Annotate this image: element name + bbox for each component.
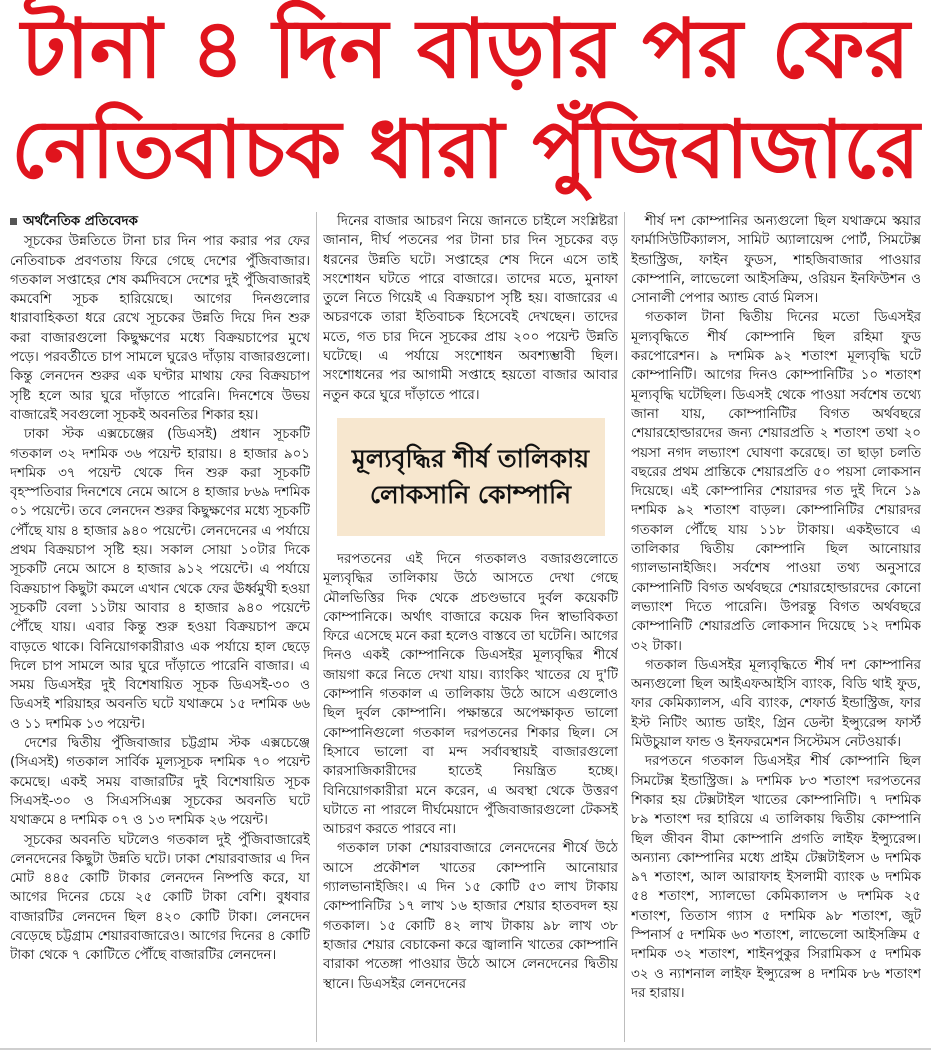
- column-2-bottom: [323, 550, 618, 994]
- paragraph: গতকাল ঢাকা শেয়ারবাজারে লেনদেনের শীর্ষে উঠে আসে প্রকৌশল খাতের কোম্পানি আনোয়ার গ্যালভানাইজিং। এ দিন ১৫ কোটি ৫৩ লাখ টাকায় কোম্পানিটির ১৭ লাখ ১৬ হাজার শেয়ার হাতবদল হয় গতকাল। ১৫ কোটি ৪২ লাখ টাকায় ৯৮ লাখ ৩৮ হাজার শেয়ার বেচাকেনা করে জ্বালানি খাতের কোম্পানি বারাকা পতেঙ্গা পাওয়ার উঠে আসে লেনদেনের দ্বিতীয় স্থানে। ডিএসইর লেনদেনের: [323, 841, 618, 992]
- pull-quote-text: মূল্যবৃদ্ধির শীর্ষ তালিকায় লোকসানি কোম্পানি: [351, 444, 590, 509]
- column-divider: [316, 212, 317, 1042]
- paragraph: শীর্ষ দশ কোম্পানির অন্যগুলো ছিল যথাক্রমে স্কয়ার ফার্মাসিউটিক্যালস, সামিট অ্যালায়েন্স পোর্ট, সিমটেক্স ইন্ডাস্ট্রিজ, ফাইন ফুডস, শাহজিবাজার পাওয়ার কোম্পানি, লাভেলো আইসক্রিম, ওরিয়ন ইনফিউশন ও সোনালী পেপার অ্যান্ড বোর্ড মিলস।: [631, 214, 921, 307]
- headline: [0, 0, 931, 200]
- paragraph: দিনের বাজার আচরণ নিয়ে জানতে চাইলে সংশ্লিষ্টরা জানান, দীর্ঘ পতনের পর টানা চার দিন সূচকের বড় ধরনের উন্নতি ঘটে। সপ্তাহের শেষ দিনে এসে তাই সংশোধন ঘটতে পারে বাজারে। তাদের মতে, মুনাফা তুলে নিতে গিয়েই এ বিক্রয়চাপ সৃষ্টি হয়। বাজারের এ অচরণকে তারা ইতিবাচক হিসেবেই দেখছেন। তাদের মতে, গত চার দিনে সূচকের প্রায় ২০০ পয়েন্ট উন্নতি ঘটেছে। এ পর্যায়ে সংশোধন অবশ্যম্ভাবী ছিল। সংশোধনের পর আগামী সপ্তাহে হয়তো বাজার আবার নতুন করে ঘুরে দাঁড়াতে পারে।: [323, 214, 618, 403]
- byline: [10, 212, 310, 231]
- pull-quote-box: [337, 418, 605, 536]
- paragraph: সূচকের অবনতি ঘটলেও গতকাল দুই পুঁজিবাজারেই লেনদেনের কিছুটা উন্নতি ঘটে। ঢাকা শেয়ারবাজার এ দিন মোট ৪৪৫ কোটি টাকার লেনদেন নিষ্পত্তি করে, যা আগের দিনের চেয়ে ২৫ কোটি টাকা বেশি। বুধবার বাজারটির লেনদেন ছিল ৪২০ কোটি টাকা। লেনদেন বেড়েছে চট্টগ্রাম শেয়ারবাজারেও। আগের দিনের ৪ কোটি টাকা থেকে ৭ কোটিতে পৌঁছে বাজারটির লেনদেন।: [10, 832, 310, 964]
- paragraph: ঢাকা স্টক এক্সচেঞ্জের (ডিএসই) প্রধান সূচকটি গতকাল ৩২ দশমিক ৩৬ পয়েন্ট হারায়। ৪ হাজার ৯০১ দশমিক ৩৭ পয়েন্ট থেকে দিন শুরু করা সূচকটি বৃহস্পতিবার দিনশেষে নেমে আসে ৪ হাজার ৮৬৯ দশমিক ০১ পয়েন্টে। তবে লেনদেন শুরুর কিছুক্ষণের মধ্যে সূচকটি পৌঁছে যায় ৪ হাজার ৯৪০ পয়েন্টে। লেনদেনের এ পর্যায়ে প্রথম বিক্রয়চাপ সৃষ্টি হয়। সকাল সোয়া ১০টার দিকে সূচকটি নেমে আসে ৪ হাজার ৯১২ পয়েন্টে। এ পর্যায়ে বিক্রয়চাপ কিছুটা কমলে এখান থেকে ফের ঊর্ধ্বমুখী হওয়া সূচকটি বেলা ১১টায় আবার ৪ হাজার ৯৪০ পয়েন্টে পৌঁছে যায়। এবার কিন্তু শুরু হওয়া বিক্রয়চাপ ক্রমে বাড়তে থাকে। বিনিয়োগকারীরাও এক পর্যায়ে হাল ছেড়ে দিলে চাপ সামলে আর ঘুরে দাঁড়াতে পারেনি বাজার। এ সময় ডিএসইর দুই বিশেষায়িত সূচক ডিএসই-৩০ ও ডিএসই শরিয়াহর অবনতি ঘটে যথাক্রমে ১৫ দশমিক ৬৬ ও ১১ দশমিক ১৩ পয়েন্ট।: [10, 427, 310, 732]
- article-column-3: [631, 212, 921, 1042]
- column-2-top: [323, 212, 618, 410]
- bottom-divider: [0, 1048, 931, 1050]
- byline-text: অর্থনৈতিক প্রতিবেদক: [23, 214, 138, 229]
- headline-line-2: নেতিবাচক ধারা পুঁজিবাজারে: [11, 103, 920, 196]
- bullet-icon: [10, 218, 17, 225]
- paragraph: দেশের দ্বিতীয় পুঁজিবাজার চট্টগ্রাম স্টক এক্সচেঞ্জে (সিএসই) গতকাল সার্বিক মূল্যসূচক দশমিক ৭০ পয়েন্ট কমেছে। একই সময় বাজারটির দুই বিশেষায়িত সূচক সিএসই-৩০ ও সিএসসিএক্স সূচকের অবনতি ঘটে যথাক্রমে ৪ দশমিক ০৭ ও ১৩ দশমিক ২৬ পয়েন্ট।: [10, 736, 310, 829]
- paragraph: গতকাল টানা দ্বিতীয় দিনের মতো ডিএসইর মূল্যবৃদ্ধিতে শীর্ষ কোম্পানি ছিল রহিমা ফুড করপোরেশন। ৯ দশমিক ৯২ শতাংশ মূল্যবৃদ্ধি ঘটে কোম্পানিটি। আগের দিনও কোম্পানিটির ১০ শতাংশ মূল্যবৃদ্ধি ঘটেছিল। ডিএসই থেকে পাওয়া সর্বশেষ তথ্যে জানা যায়, কোম্পানিটির বিগত অর্থবছরে শেয়ারহোল্ডারদের জন্য শেয়ারপ্রতি ২ শতাংশ তথা ২০ পয়সা নগদ লভ্যাংশ ঘোষণা করেছে। তা ছাড়া চলতি বছরের প্রথম প্রান্তিকে শেয়ারপ্রতি ৫০ পয়সা লোকসান দিয়েছে। এই কোম্পানির শেয়ারদর গত দুই দিনে ১৯ দশমিক ৯২ শতাংশ বাড়ল। কোম্পানিটির শেয়ারদর গতকাল পৌঁছে যায় ১১৮ টাকায়। একইভাবে এ তালিকার দ্বিতীয় কোম্পানি ছিল আনোয়ার গ্যালভানাইজিং। সর্বশেষ পাওয়া তথ্য অনুসারে কোম্পানিটি বিগত অর্থবছরে শেয়ারহোল্ডারদের কোনো লভ্যাংশ দিতে পারেনি। উপরন্তু বিগত অর্থবছরে কোম্পানিটি শেয়ারপ্রতি লোকসান দিয়েছে ১২ দশমিক ৩২ টাকা।: [631, 310, 921, 654]
- paragraph: দরপতনের এই দিনে গতকালও বজারগুলোতে মূল্যবৃদ্ধির তালিকায় উঠে আসতে দেখা গেছে মৌলভিত্তির দিক থেকে প্রচণ্ডভাবে দুর্বল কয়েকটি কোম্পানিকে। অর্থাৎ বাজারে কয়েক দিন স্বাভাবিকতা ফিরে এসেছে মনে করা হলেও বাস্তবে তা ঘটেনি। আগের দিনও একই কোম্পানিকে ডিএসইর মূল্যবৃদ্ধির শীর্ষে জায়গা করে নিতে দেখা যায়। ব্যাংকিং খাতের যে দু'টি কোম্পানি গতকাল এ তালিকায় উঠে আসে এগুলোও ছিল দুর্বল কোম্পানি। পক্ষান্তরে অপেক্ষাকৃত ভালো কোম্পানিগুলো গতকাল দরপতনের শিকার ছিল। সে হিসাবে ভালো বা মন্দ সর্বাবস্থায়ই বাজারগুলো কারসাজিকারীদের হাতেই নিয়ন্ত্রিত হচ্ছে। বিনিয়োগকারীরা মনে করেন, এ অবস্থা থেকে উত্তরণ ঘটাতে না পারলে দীর্ঘমেয়াদে পুঁজিবাজারগুলো টেকসই আচরণ করতে পারবে না।: [323, 552, 618, 838]
- paragraph: সূচকের উন্নতিতে টানা চার দিন পার করার পর ফের নেতিবাচক প্রবণতায় ফিরে গেছে দেশের পুঁজিবাজার। গতকাল সপ্তাহের শেষ কর্মদিবসে দেশের দুই পুঁজিবাজারই কমবেশি সূচক হারিয়েছে। আগের দিনগুলোর ধারাবাহিকতা ধরে রেখে সূচকের উন্নতি দিয়ে দিন শুরু করা বাজারগুলো কিছুক্ষণের মধ্যে বিক্রয়চাপের মুখে পড়ে। পরবর্তীতে চাপ সামলে ঘুরেও দাঁড়ায় বাজারগুলো। কিন্তু লেনদেন শুরুর এক ঘণ্টার মাথায় ফের বিক্রয়চাপ সৃষ্টি হলে আর ঘুরে দাঁড়াতে পারেনি। দিনশেষে উভয় বাজারেই সবগুলো সূচকই অবনতির শিকার হয়।: [10, 234, 310, 423]
- paragraph: গতকাল ডিএসইর মূল্যবৃদ্ধিতে শীর্ষ দশ কোম্পানির অন্যগুলো ছিল আইএফআইসি ব্যাংক, বিডি থাই ফুড, ফার কেমিক্যালস, এবি ব্যাংক, শেফার্ড ইন্ডাস্ট্রিজ, ফার ইস্ট নিটিং অ্যান্ড ডাইং, গ্রিন ডেল্টা ইন্স্যুরেন্স ফার্স্ট মিউচুয়াল ফান্ড ও ইনফরমেশন সিস্টেমস নেটওয়ার্ক।: [631, 657, 921, 751]
- column-divider: [624, 212, 625, 1042]
- article-column-1: [10, 212, 310, 1042]
- article-column-2: [323, 212, 618, 1042]
- paragraph: দরপতনে গতকাল ডিএসইর শীর্ষ কোম্পানি ছিল সিমটেক্স ইন্ডাস্ট্রিজ। ৯ দশমিক ৮৩ শতাংশ দরপতনের শিকার হয় টেক্সটাইল খাতের কোম্পানিটি। ৭ দশমিক ৮৯ শতাংশ দর হারিয়ে এ তালিকায় দ্বিতীয় কোম্পানি ছিল জীবন বীমা কোম্পানি প্রগতি লাইফ ইন্স্যুরেন্স। অন্যান্য কোম্পানির মধ্যে প্রাইম টেক্সটাইলস ৬ দশমিক ৯৭ শতাংশ, আল আরাফাহ ইসলামী ব্যাংক ৬ দশমিক ৫৪ শতাংশ, স্যালভো কেমিক্যালস ৬ দশমিক ২৫ শতাংশ, তিতাস গ্যাস ৫ দশমিক ৯৮ শতাংশ, জুট স্পিনার্স ৫ দশমিক ৬৩ শতাংশ, লাভেলো আইসক্রিম ৫ দশমিক ৩২ শতাংশ, শাইনপুকুর সিরামিকস ৫ দশমিক ৩২ ও ন্যাশনাল লাইফ ইন্স্যুরেন্স ৪ দশমিক ৮৬ শতাংশ দর হারায়।: [631, 754, 921, 1001]
- headline-line-1: টানা ৪ দিন বাড়ার পর ফের: [21, 2, 910, 97]
